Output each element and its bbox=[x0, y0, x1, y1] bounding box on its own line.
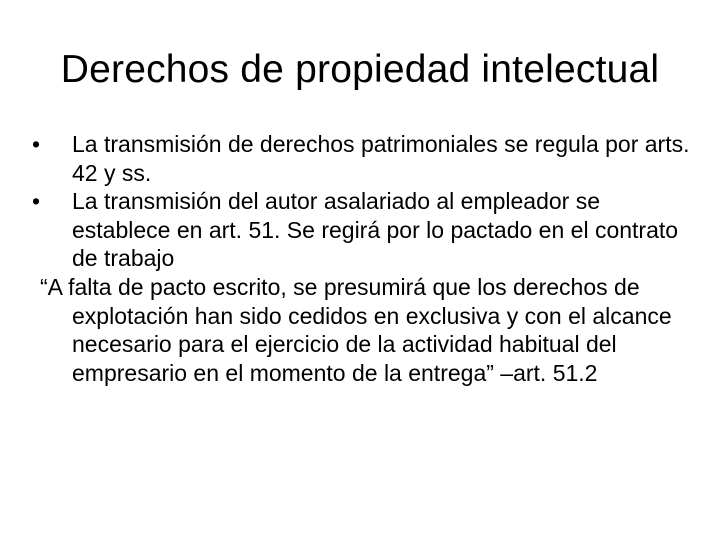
bullet-icon: • bbox=[32, 188, 41, 215]
bullet-icon: • bbox=[32, 131, 41, 157]
bullet-text: La transmisión del autor asalariado al empleador se establece en art. 51. Se regirá por lo pactado en el contrato de trabajo bbox=[72, 188, 679, 272]
legal-quote: “A falta de pacto escrito, se presumirá que los derechos de explotación han sido cedidos en exclusiva y con el alcance necesario para el ejercicio de la actividad habitual del empresario en el momento de la entrega” –art. 51.2 bbox=[40, 273, 672, 386]
slide-title: Derechos de propiedad intelectual bbox=[60, 48, 660, 91]
bullet-item bbox=[30, 130, 690, 187]
bullet-text: La transmisión de derechos patrimoniales se regula por arts. 42 y ss. bbox=[72, 131, 690, 186]
slide-body bbox=[30, 130, 690, 387]
bullet-item bbox=[30, 187, 690, 273]
